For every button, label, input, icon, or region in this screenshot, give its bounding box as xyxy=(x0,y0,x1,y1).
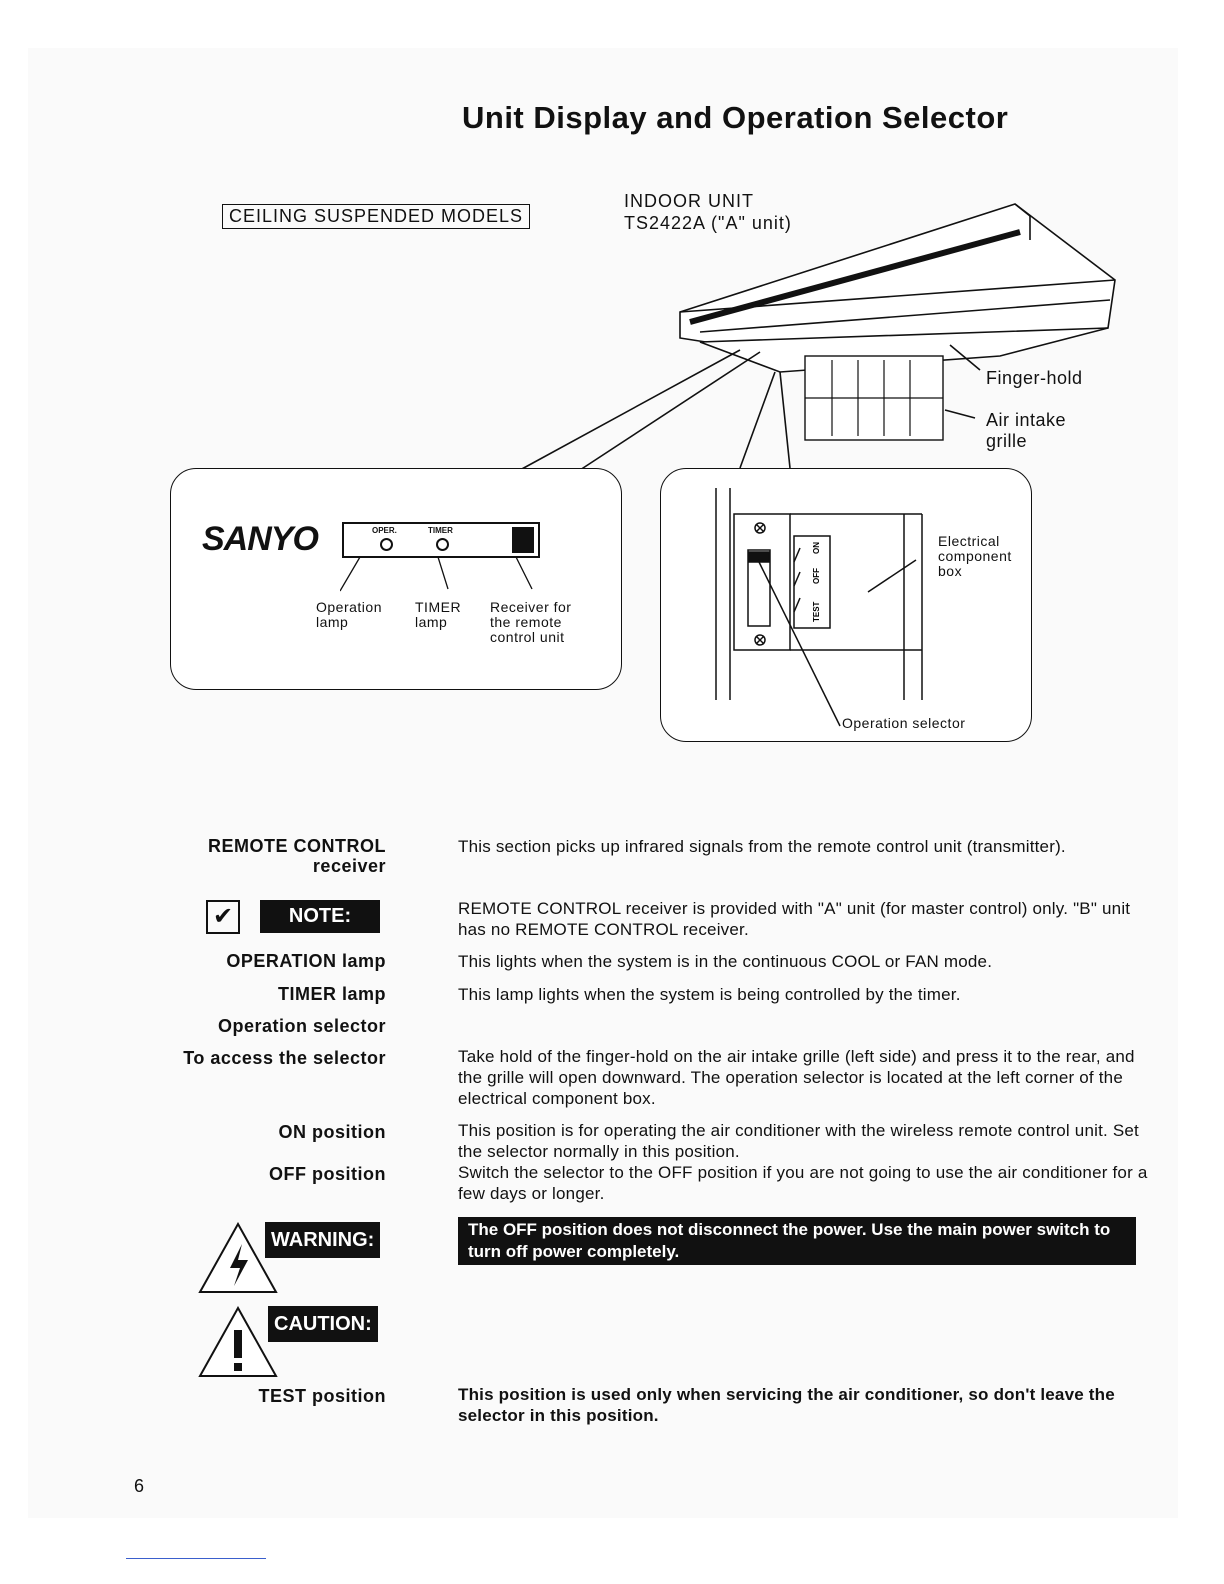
timer-lamp-caption xyxy=(415,600,461,630)
operation-lamp-caption-2: lamp xyxy=(316,614,349,630)
access-selector-text: Take hold of the finger-hold on the air intake grille (left side) and press it to the rear, and the grille will open downward. The operation selector is located at the left corner of the electrical component box. xyxy=(458,1047,1135,1108)
caution-icon xyxy=(198,1306,278,1380)
test-position-label: TEST position xyxy=(258,1386,386,1406)
timer-lamp-caption-1: TIMER xyxy=(415,599,462,615)
switch-test-label: TEST xyxy=(812,601,821,622)
indoor-unit-line1: INDOOR UNIT xyxy=(624,191,754,211)
sanyo-logo: SANYO xyxy=(202,520,318,558)
warning-badge: WARNING: xyxy=(265,1222,380,1258)
receiver-caption-2: the remote xyxy=(490,614,562,630)
receiver-caption-3: control unit xyxy=(490,629,565,645)
on-position-label: ON position xyxy=(278,1122,386,1142)
caution-badge: CAUTION: xyxy=(268,1306,378,1342)
receiver-window-icon xyxy=(512,527,534,553)
air-intake-label xyxy=(986,410,1066,452)
timer-lamp-label: TIMER xyxy=(428,526,453,535)
page-title: Unit Display and Operation Selector xyxy=(462,100,1009,135)
timer-lamp-caption-2: lamp xyxy=(415,614,448,630)
remote-control-label xyxy=(208,836,386,876)
electrical-box-line1: Electrical xyxy=(938,533,1000,549)
electrical-box-label xyxy=(938,534,1012,579)
remote-control-label-1: REMOTE CONTROL xyxy=(208,836,386,856)
lamp-display-bar xyxy=(342,522,540,558)
operation-lamp-caption-1: Operation xyxy=(316,599,382,615)
operation-selector-caption: Operation selector xyxy=(842,715,966,731)
air-intake-line1: Air intake xyxy=(986,410,1067,430)
indoor-unit-model: TS2422A ("A" unit) xyxy=(624,213,792,233)
warning-text: The OFF position does not disconnect the power. Use the main power switch to turn off power completely. xyxy=(458,1217,1136,1265)
test-position-text: This position is used only when servicing the air conditioner, so don't leave the selector in this position. xyxy=(458,1385,1115,1425)
air-intake-line2: grille xyxy=(986,431,1028,451)
off-position-label: OFF position xyxy=(269,1164,386,1184)
switch-off-label: OFF xyxy=(812,568,821,584)
electrical-box-line3: box xyxy=(938,563,963,579)
access-selector-label: To access the selector xyxy=(183,1048,386,1068)
switch-on-label: ON xyxy=(812,542,821,554)
operation-lamp-caption xyxy=(316,600,382,630)
checkmark-icon: ✔ xyxy=(206,900,240,934)
timer-lamp-text: This lamp lights when the system is being controlled by the timer. xyxy=(458,985,961,1004)
operation-lamp-text: This lights when the system is in the continuous COOL or FAN mode. xyxy=(458,952,993,971)
timer-lamp-icon xyxy=(436,538,449,551)
remote-control-text: This section picks up infrared signals from the remote control unit (transmitter). xyxy=(458,837,1066,856)
note-badge: NOTE: xyxy=(260,900,380,933)
operation-selector-label: Operation selector xyxy=(217,1016,386,1036)
receiver-caption-1: Receiver for xyxy=(490,599,572,615)
off-position-text: Switch the selector to the OFF position if you are not going to use the air conditioner for a few days or longer. xyxy=(458,1163,1148,1203)
timer-lamp-label: TIMER lamp xyxy=(277,984,386,1004)
operation-lamp-label: OPERATION lamp xyxy=(226,951,386,971)
model-label: CEILING SUSPENDED MODELS xyxy=(222,204,530,229)
page-number: 6 xyxy=(134,1476,145,1496)
remote-control-label-2: receiver xyxy=(312,856,386,876)
finger-hold-label: Finger-hold xyxy=(986,368,1083,388)
note-text: REMOTE CONTROL receiver is provided with "A" unit (for master control) only. "B" unit has no REMOTE CONTROL receiver. xyxy=(458,899,1131,939)
operation-lamp-icon xyxy=(380,538,393,551)
display-leaders xyxy=(340,555,540,595)
footer-rule xyxy=(126,1558,266,1559)
on-position-text: This position is for operating the air conditioner with the wireless remote control unit. Set the selector normally in this position. xyxy=(458,1121,1139,1161)
receiver-caption xyxy=(490,600,571,645)
selector-diagram xyxy=(660,468,1032,740)
oper-lamp-label: OPER. xyxy=(372,526,397,535)
electrical-box-line2: component xyxy=(938,548,1012,564)
